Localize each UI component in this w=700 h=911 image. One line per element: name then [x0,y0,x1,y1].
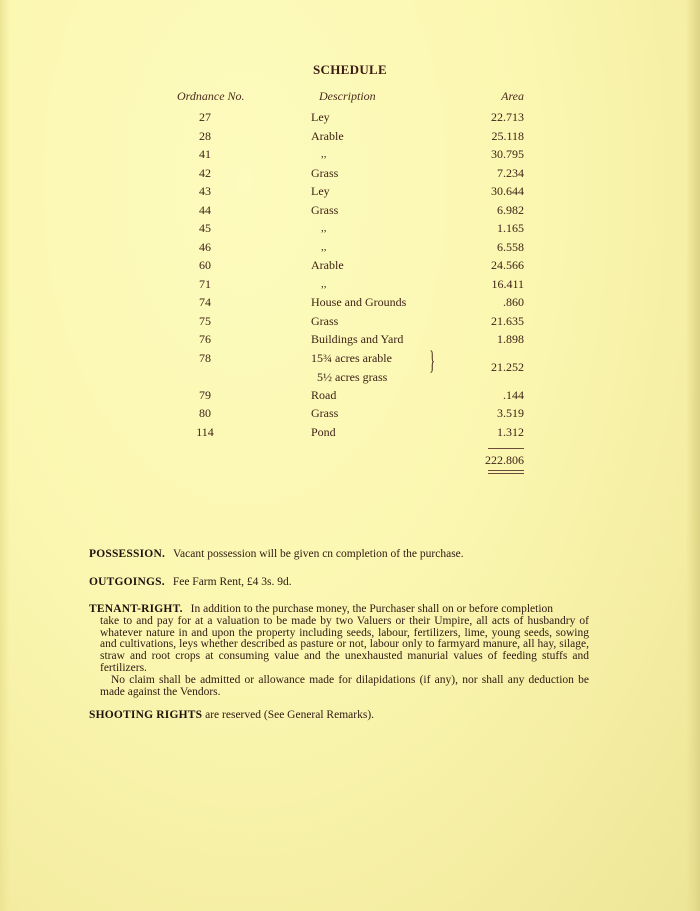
area: 30.644 [491,184,524,198]
table-row [0,166,700,185]
tenant-right-heading: TENANT-RIGHT. [89,603,183,615]
area: 7.234 [497,165,524,180]
description: Grass [311,313,339,328]
description: Arable [311,258,344,272]
shooting-rights-text: are reserved (See General Remarks). [205,709,375,721]
area: 21.635 [491,313,524,328]
table-row [0,277,700,296]
possession-section [89,549,589,561]
description: Grass [311,165,339,180]
table-row-split [0,345,700,388]
area: 1.312 [497,424,524,439]
description-ditto-mark: ,, [321,240,327,253]
description: Grass [311,406,339,420]
description: House and Grounds [311,295,407,309]
possession-text: Vacant possession will be given cn completion of the purchase. [173,548,464,560]
ordnance-number: 76 [199,332,211,346]
table-row [0,406,700,425]
table-row [0,184,700,203]
description: Ley [311,110,330,124]
description: 15¾ acres arable [311,350,392,365]
area: 6.558 [497,239,524,254]
outgoings-text: Fee Farm Rent, £4 3s. 9d. [172,576,292,588]
area: .144 [503,387,524,402]
ordnance-number: 41 [199,147,211,161]
description: Ley [311,184,330,198]
possession-heading: POSSESSION. [89,548,166,560]
area: 6.982 [497,202,524,217]
ordnance-number: 42 [199,165,211,180]
description: Pond [311,424,336,439]
outgoings-heading: OUTGOINGS. [89,576,165,588]
total-rule-single [488,448,524,449]
area: 3.519 [497,406,524,420]
shooting-rights-section [89,710,589,722]
description: Buildings and Yard [311,332,404,346]
area: 22.713 [491,110,524,124]
table-row [0,129,700,148]
description-ditto-mark: ,, [321,222,327,234]
area: 1.165 [497,221,524,235]
ordnance-number: 78 [199,350,211,365]
ordnance-number: 79 [199,387,211,402]
ordnance-number: 75 [199,313,211,328]
table-row [0,425,700,444]
area: .860 [503,295,524,309]
table-row [0,221,700,240]
description-ditto-mark: ,, [321,148,327,160]
table-row [0,314,700,333]
ordnance-number: 80 [199,406,211,420]
table-row [0,240,700,259]
shooting-rights-heading: SHOOTING RIGHTS [89,709,203,721]
ordnance-number: 27 [199,110,211,124]
table-row [0,332,700,351]
area-total: 222.806 [485,453,524,467]
ordnance-number: 28 [199,128,211,143]
tenant-right-section [89,604,589,698]
table-row [0,388,700,407]
curly-brace-icon: } [429,345,436,375]
ordnance-number: 71 [199,276,211,291]
area: 25.118 [491,128,524,143]
description: Road [311,387,337,402]
area: 1.898 [497,332,524,346]
table-row [0,110,700,129]
tenant-right-text-second: No claim shall be admitted or allowance made for dilapidations (if any), nor shall any deduction be made against the Vendors. [100,673,589,698]
area: 21.252 [491,359,524,374]
area: 16.411 [491,276,524,291]
tenant-right-text-body: take to and pay for at a valuation to be made by two Valuers or their Umpire, all acts of husbandry of whatever nature in and upon the property including seeds, labour, fertilizers, lime, young seeds, sowing and cultivations, leys whether described as pasture or not, labour only to farmyard manure, all hay, silage, straw and root crops at consuming value and the unexhausted manurial values of feeding stuffs and fertilizers. [100,614,589,674]
table-row [0,295,700,314]
area: 24.566 [491,258,524,272]
ordnance-number: 43 [199,184,211,198]
ordnance-number: 45 [199,221,211,235]
table-row [0,203,700,222]
table-row [0,147,700,166]
total-rule-double [488,470,524,474]
description-second-line: 5½ acres grass [317,369,388,384]
table-row [0,258,700,277]
description: Grass [311,202,339,217]
area: 30.795 [491,147,524,161]
column-header-area: Area [501,89,524,103]
column-header-description: Description [319,89,376,103]
description: Arable [311,128,344,143]
ordnance-number: 114 [196,424,214,439]
tenant-right-text-first: In addition to the purchase money, the Purchaser shall on or before completion [190,603,554,615]
ordnance-number: 60 [199,258,211,272]
outgoings-section [89,577,589,589]
schedule-title: SCHEDULE [313,62,387,77]
ordnance-number: 74 [199,295,211,309]
description-ditto-mark: ,, [321,277,327,290]
schedule-table [0,110,700,443]
column-header-ordnance: Ordnance No. [177,89,245,103]
ordnance-number: 46 [199,239,211,254]
ordnance-number: 44 [199,202,211,217]
